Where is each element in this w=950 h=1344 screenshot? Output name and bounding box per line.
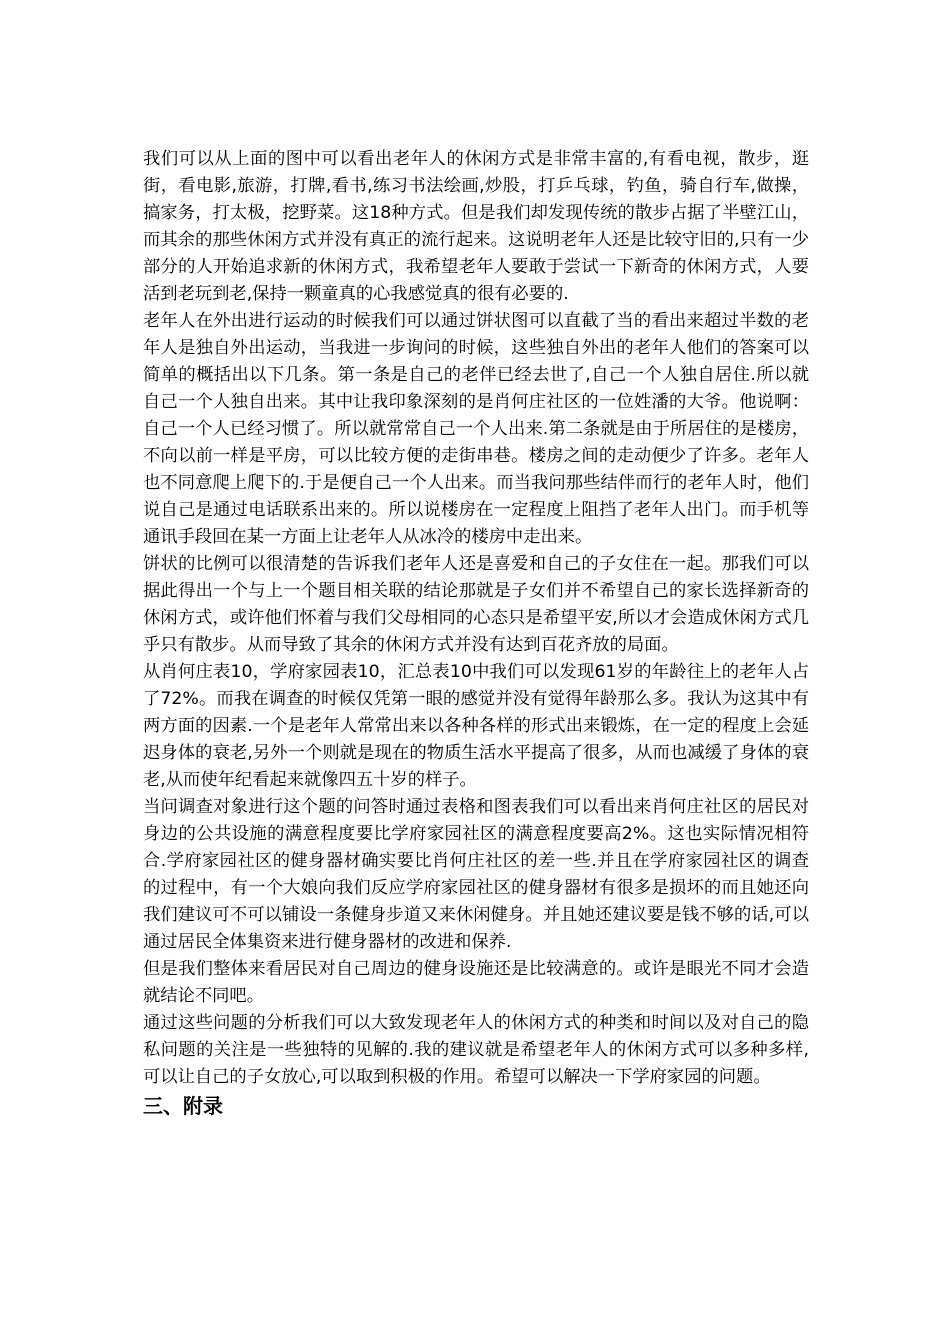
paragraph-age-analysis: 从肖何庄表10，学府家园表10，汇总表10中我们可以发现61岁的年龄往上的老年人占了72%。而我在调查的时候仅凭第一眼的感觉并没有觉得年龄那么多。我认为这其中有两方面的因素.一个是老年人常常出来以各种各样的形式出来锻炼，在一定的程度上会延迟身体的衰老,另外一个则就是现在的物质生活水平提高了很多，从而也减缓了身体的衰老,从而使年纪看起来就像四五十岁的样子。	[143, 662, 809, 790]
section-heading-appendix: 三、附录	[143, 1094, 223, 1118]
document-body	[143, 146, 809, 1121]
paragraph-facility-satisfaction: 当问调查对象进行这个题的问答时通过表格和图表我们可以看出来肖何庄社区的居民对身边的公共设施的满意程度要比学府家园社区的满意程度要高2%。这也实际情况相符合.学府家园社区的健身器材确实要比肖何庄社区的差一些.并且在学府家园社区的调查的过程中，有一个大娘向我们反应学府家园社区的健身器材有很多是损坏的而且她还向我们建议可不可以铺设一条健身步道又来休闲健身。并且她还建议要是钱不够的话,可以通过居民全体集资来进行健身器材的改进和保养.	[143, 797, 809, 952]
paragraph-going-out-alone: 老年人在外出进行运动的时候我们可以通过饼状图可以直截了当的看出来超过半数的老年人是独自外出运动，当我进一步询问的时候，这些独自外出的老年人他们的答案可以简单的概括出以下几条。第一条是自己的老伴已经去世了,自己一个人独自居住.所以就自己一个人独自出来。其中让我印象深刻的是肖何庄社区的一位姓潘的大爷。他说啊：自己一个人已经习惯了。所以就常常自己一个人出来.第二条就是由于所居住的是楼房，不向以前一样是平房，可以比较方便的走街串巷。楼房之间的走动便少了许多。老年人也不同意爬上爬下的.于是便自己一个人出来。而当我问那些结伴而行的老年人时，他们说自己是通过电话联系出来的。所以说楼房在一定程度上阻挡了老年人出门。而手机等通讯手段回在某一方面上让老年人从冰冷的楼房中走出来。	[143, 311, 809, 547]
paragraph-conclusion: 通过这些问题的分析我们可以大致发现老年人的休闲方式的种类和时间以及对自己的隐私问题的关注是一些独特的见解的.我的建议就是希望老年人的休闲方式可以多种多样,可以让自己的子女放心,可以取到积极的作用。希望可以解决一下学府家园的问题。	[143, 1013, 809, 1087]
paragraph-leisure-methods: 我们可以从上面的图中可以看出老年人的休闲方式是非常丰富的,有看电视，散步，逛街，看电影,旅游，打牌,看书,练习书法绘画,炒股，打乒乓球，钓鱼，骑自行车,做操，搞家务，打太极，挖野菜。这18种方式。但是我们却发现传统的散步占据了半壁江山，而其余的那些休闲方式并没有真正的流行起来。这说明老年人还是比较守旧的,只有一少部分的人开始追求新的休闲方式，我希望老年人要敢于尝试一下新奇的休闲方式，人要活到老玩到老,保持一颗童真的心我感觉真的很有必要的.	[143, 149, 809, 304]
paragraph-living-with-children: 饼状的比例可以很清楚的告诉我们老年人还是喜爱和自己的子女住在一起。那我们可以据此得出一个与上一个题目相关联的结论那就是子女们并不希望自己的家长选择新奇的休闲方式，或许他们怀着与我们父母相同的心态只是希望平安,所以才会造成休闲方式几乎只有散步。从而导致了其余的休闲方式并没有达到百花齐放的局面。	[143, 554, 809, 655]
paragraph-overall-satisfaction: 但是我们整体来看居民对自己周边的健身设施还是比较满意的。或许是眼光不同才会造就结论不同吧。	[143, 959, 809, 1006]
